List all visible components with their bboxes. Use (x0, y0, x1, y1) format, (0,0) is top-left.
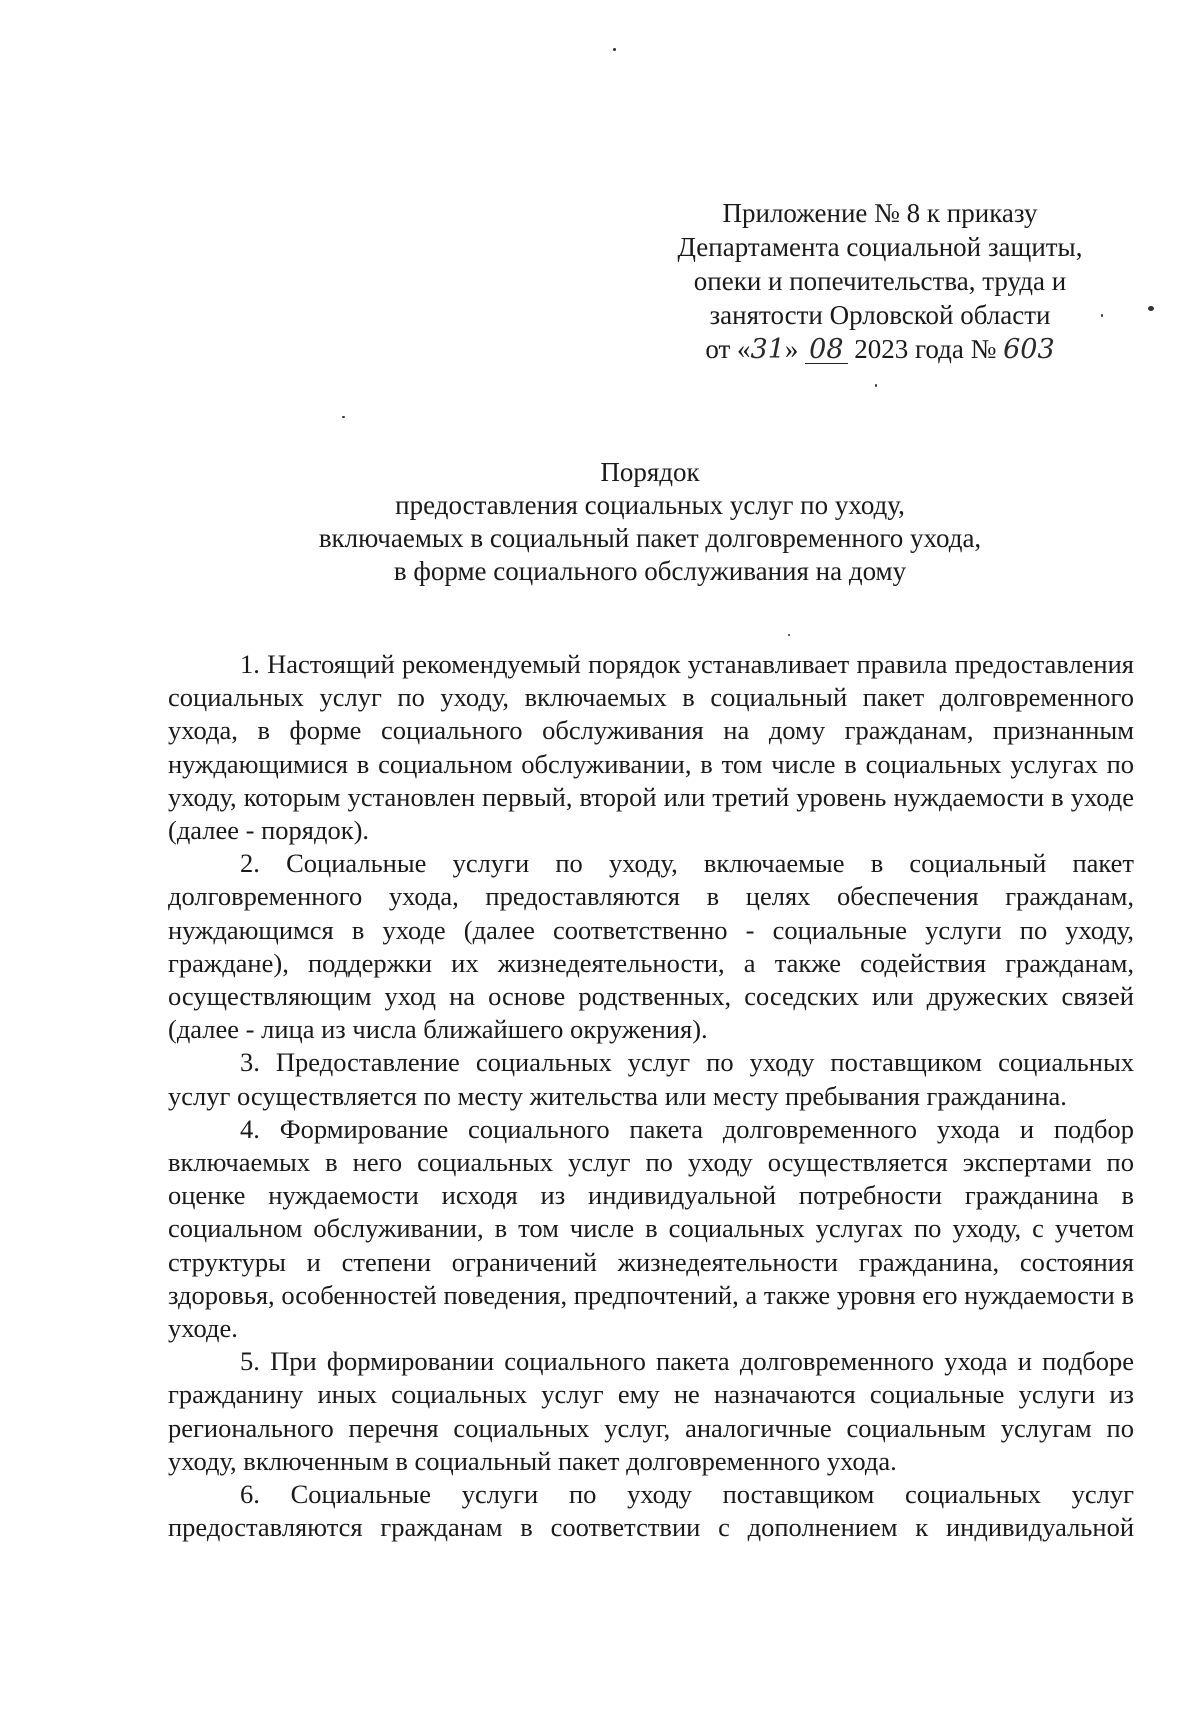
paragraph-6: 6. Социальные услуги по уходу поставщиком социальных услуг предоставляются гражданам в соответствии с дополнением к индивидуальной (168, 1479, 1134, 1543)
document-body (168, 648, 1134, 1544)
paragraph-4: 4. Формирование социального пакета долговременного ухода и подбор включаемых в него социальных услуг по уходу осуществляется экспертами по оценке нуждаемости исходя из индивидуальной потребности гражданина в социальном обслуживании, в том числе в социальных услугах по уходу, с учетом структуры и степени ограничений жизнедеятельности гражданина, состояния здоровья, особенностей поведения, предпочтений, а также уровня его нуждаемости в уходе. (168, 1113, 1134, 1344)
appendix-line: занятости Орловской области (709, 300, 1051, 330)
scan-speck (1148, 306, 1154, 311)
appendix-line: опеки и попечительства, труда и (693, 266, 1067, 296)
order-date-line (640, 332, 1120, 367)
paragraph-2: 2. Социальные услуги по уходу, включаемые в социальный пакет долговременного ухода, предоставляются в целях обеспечения гражданам, нуждающимся в уходе (далее соответственно - социальные услуги по уходу, граждане), поддержки их жизнедеятельности, а также содействия гражданам, осуществляющим уход на основе родственных, соседских или дружеских связей (далее - лица из числа ближайшего окружения). (168, 848, 1134, 1045)
date-mid: » (784, 334, 799, 364)
title-line: предоставления социальных услуг по уходу, (395, 490, 905, 520)
title-line: Порядок (600, 457, 700, 487)
date-day-handwritten: 31 (750, 334, 785, 365)
date-month-handwritten: 08 (805, 337, 847, 364)
document-title (160, 456, 1140, 588)
order-number-handwritten: 603 (1003, 334, 1055, 365)
appendix-line: Департамента социальной защиты, (677, 232, 1083, 262)
date-prefix: от « (705, 334, 751, 364)
paragraph-1: 1. Настоящий рекомендуемый порядок устанавливает правила предоставления социальных услуг по уходу, включаемых в социальный пакет долговременного ухода, в форме социального обслуживания на дому гражданам, признанным нуждающимися в социальном обслуживании, в том числе в социальных услугах по уходу, которым установлен первый, второй или третий уровень нуждаемости в уходе (далее - порядок). (168, 649, 1134, 846)
scan-speck (875, 384, 877, 387)
scan-speck (788, 634, 790, 636)
title-line: в форме социального обслуживания на дому (393, 556, 907, 586)
date-year: 2023 года № (854, 334, 997, 364)
paragraph-3: 3. Предоставление социальных услуг по уходу поставщиком социальных услуг осуществляется по месту жительства или месту пребывания гражданина. (168, 1047, 1134, 1111)
scan-speck (342, 416, 345, 418)
paragraph-5: 5. При формировании социального пакета долговременного ухода и подборе гражданину иных социальных услуг ему не назначаются социальные услуги из регионального перечня социальных услуг, аналогичные социальным услугам по уходу, включенным в социальный пакет долговременного ухода. (168, 1346, 1134, 1476)
scan-speck (613, 48, 616, 51)
appendix-line: Приложение № 8 к приказу (722, 198, 1038, 228)
appendix-reference (640, 196, 1120, 367)
title-line: включаемых в социальный пакет долговременного ухода, (318, 523, 982, 553)
